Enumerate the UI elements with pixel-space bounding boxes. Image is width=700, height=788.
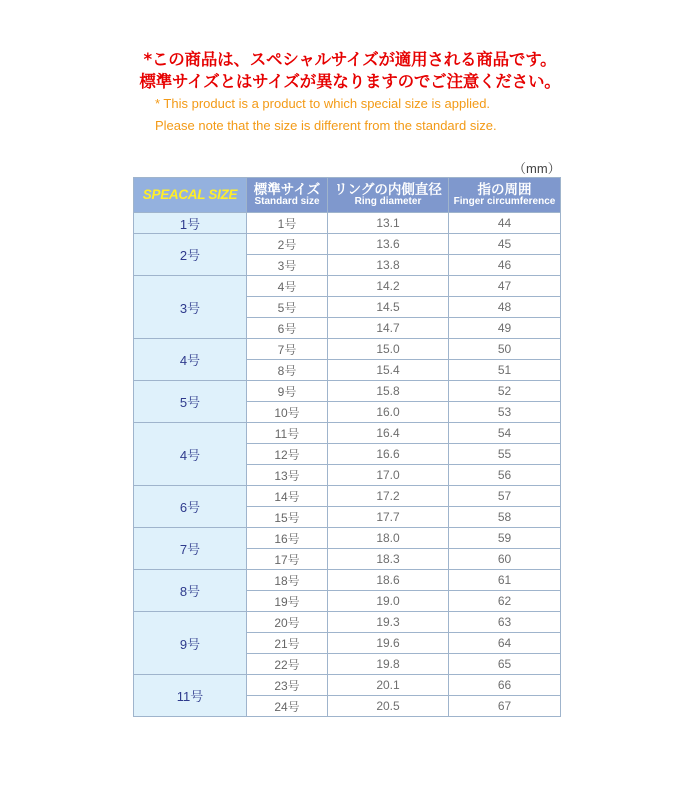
header-standard-size-jp: 標準サイズ — [253, 181, 321, 197]
table-row — [134, 276, 561, 297]
standard-size-cell: 6号 — [247, 318, 328, 339]
finger-circumference-cell: 60 — [449, 549, 561, 570]
special-size-cell: 1号 — [134, 213, 247, 234]
finger-circumference-cell: 54 — [449, 423, 561, 444]
ring-diameter-cell: 18.3 — [328, 549, 449, 570]
ring-diameter-cell: 13.1 — [328, 213, 449, 234]
special-size-cell: 4号 — [134, 339, 247, 381]
special-size-cell: 6号 — [134, 486, 247, 528]
table-row — [134, 486, 561, 507]
table-row — [134, 381, 561, 402]
standard-size-cell: 10号 — [247, 402, 328, 423]
ring-diameter-cell: 19.8 — [328, 654, 449, 675]
table-row — [134, 423, 561, 444]
ring-diameter-cell: 15.8 — [328, 381, 449, 402]
header-special-size: SPEACAL SIZE — [134, 178, 247, 213]
ring-diameter-cell: 19.6 — [328, 633, 449, 654]
finger-circumference-cell: 61 — [449, 570, 561, 591]
table-row — [134, 570, 561, 591]
header-ring-diameter-jp: リングの内側直径 — [334, 181, 442, 197]
special-size-cell: 3号 — [134, 276, 247, 339]
standard-size-cell: 11号 — [247, 423, 328, 444]
ring-diameter-cell: 16.0 — [328, 402, 449, 423]
ring-diameter-cell: 16.4 — [328, 423, 449, 444]
standard-size-cell: 4号 — [247, 276, 328, 297]
finger-circumference-cell: 62 — [449, 591, 561, 612]
ring-diameter-cell: 14.2 — [328, 276, 449, 297]
table-header-row — [134, 178, 561, 213]
standard-size-cell: 20号 — [247, 612, 328, 633]
ring-diameter-cell: 15.0 — [328, 339, 449, 360]
ring-diameter-cell: 13.8 — [328, 255, 449, 276]
special-size-notice-jp-line1: *この商品は、スペシャルサイズが適用される商品です。 — [143, 50, 557, 69]
header-finger-circumference-jp: 指の周囲 — [477, 181, 532, 197]
special-size-cell: 4号 — [134, 423, 247, 486]
finger-circumference-cell: 58 — [449, 507, 561, 528]
header-finger-circumference — [449, 178, 561, 213]
header-finger-circumference-en: Finger circumference — [453, 195, 556, 207]
standard-size-cell: 2号 — [247, 234, 328, 255]
ring-diameter-cell: 18.0 — [328, 528, 449, 549]
table-row — [134, 339, 561, 360]
standard-size-cell: 7号 — [247, 339, 328, 360]
header-standard-size — [247, 178, 328, 213]
special-size-cell: 9号 — [134, 612, 247, 675]
standard-size-cell: 3号 — [247, 255, 328, 276]
ring-diameter-cell: 16.6 — [328, 444, 449, 465]
finger-circumference-cell: 65 — [449, 654, 561, 675]
finger-circumference-cell: 49 — [449, 318, 561, 339]
standard-size-cell: 14号 — [247, 486, 328, 507]
special-size-cell: 8号 — [134, 570, 247, 612]
finger-circumference-cell: 52 — [449, 381, 561, 402]
finger-circumference-cell: 44 — [449, 213, 561, 234]
special-size-notice-en-line2: Please note that the size is different from the standard size. — [155, 118, 497, 133]
table-row — [134, 528, 561, 549]
ring-diameter-cell: 20.5 — [328, 696, 449, 717]
standard-size-cell: 23号 — [247, 675, 328, 696]
finger-circumference-cell: 50 — [449, 339, 561, 360]
ring-diameter-cell: 14.5 — [328, 297, 449, 318]
standard-size-cell: 24号 — [247, 696, 328, 717]
special-size-notice-en-line1: * This product is a product to which special size is applied. — [155, 96, 491, 111]
standard-size-cell: 12号 — [247, 444, 328, 465]
standard-size-cell: 16号 — [247, 528, 328, 549]
finger-circumference-cell: 47 — [449, 276, 561, 297]
finger-circumference-cell: 67 — [449, 696, 561, 717]
ring-diameter-cell: 17.2 — [328, 486, 449, 507]
finger-circumference-cell: 63 — [449, 612, 561, 633]
standard-size-cell: 15号 — [247, 507, 328, 528]
special-size-cell: 5号 — [134, 381, 247, 423]
finger-circumference-cell: 59 — [449, 528, 561, 549]
finger-circumference-cell: 45 — [449, 234, 561, 255]
ring-diameter-cell: 15.4 — [328, 360, 449, 381]
table-row — [134, 675, 561, 696]
finger-circumference-cell: 55 — [449, 444, 561, 465]
header-ring-diameter — [328, 178, 449, 213]
header-standard-size-en: Standard size — [254, 195, 320, 207]
size-conversion-table — [133, 177, 561, 717]
standard-size-cell: 5号 — [247, 297, 328, 318]
finger-circumference-cell: 53 — [449, 402, 561, 423]
unit-label: （mm） — [513, 161, 561, 176]
ring-diameter-cell: 18.6 — [328, 570, 449, 591]
standard-size-cell: 17号 — [247, 549, 328, 570]
standard-size-cell: 19号 — [247, 591, 328, 612]
ring-diameter-cell: 20.1 — [328, 675, 449, 696]
ring-diameter-cell: 14.7 — [328, 318, 449, 339]
finger-circumference-cell: 48 — [449, 297, 561, 318]
finger-circumference-cell: 56 — [449, 465, 561, 486]
standard-size-cell: 13号 — [247, 465, 328, 486]
finger-circumference-cell: 64 — [449, 633, 561, 654]
size-table-body — [134, 213, 561, 717]
standard-size-cell: 21号 — [247, 633, 328, 654]
table-row — [134, 234, 561, 255]
special-size-notice-jp-line2: 標準サイズとはサイズが異なりますのでご注意ください。 — [139, 72, 561, 91]
table-row — [134, 612, 561, 633]
standard-size-cell: 9号 — [247, 381, 328, 402]
ring-diameter-cell: 19.0 — [328, 591, 449, 612]
special-size-cell: 2号 — [134, 234, 247, 276]
standard-size-cell: 18号 — [247, 570, 328, 591]
header-ring-diameter-en: Ring diameter — [354, 195, 422, 207]
finger-circumference-cell: 46 — [449, 255, 561, 276]
special-size-cell: 11号 — [134, 675, 247, 717]
special-size-cell: 7号 — [134, 528, 247, 570]
standard-size-cell: 8号 — [247, 360, 328, 381]
finger-circumference-cell: 51 — [449, 360, 561, 381]
ring-diameter-cell: 19.3 — [328, 612, 449, 633]
ring-diameter-cell: 17.0 — [328, 465, 449, 486]
standard-size-cell: 1号 — [247, 213, 328, 234]
table-row — [134, 213, 561, 234]
ring-diameter-cell: 17.7 — [328, 507, 449, 528]
ring-diameter-cell: 13.6 — [328, 234, 449, 255]
standard-size-cell: 22号 — [247, 654, 328, 675]
finger-circumference-cell: 66 — [449, 675, 561, 696]
finger-circumference-cell: 57 — [449, 486, 561, 507]
